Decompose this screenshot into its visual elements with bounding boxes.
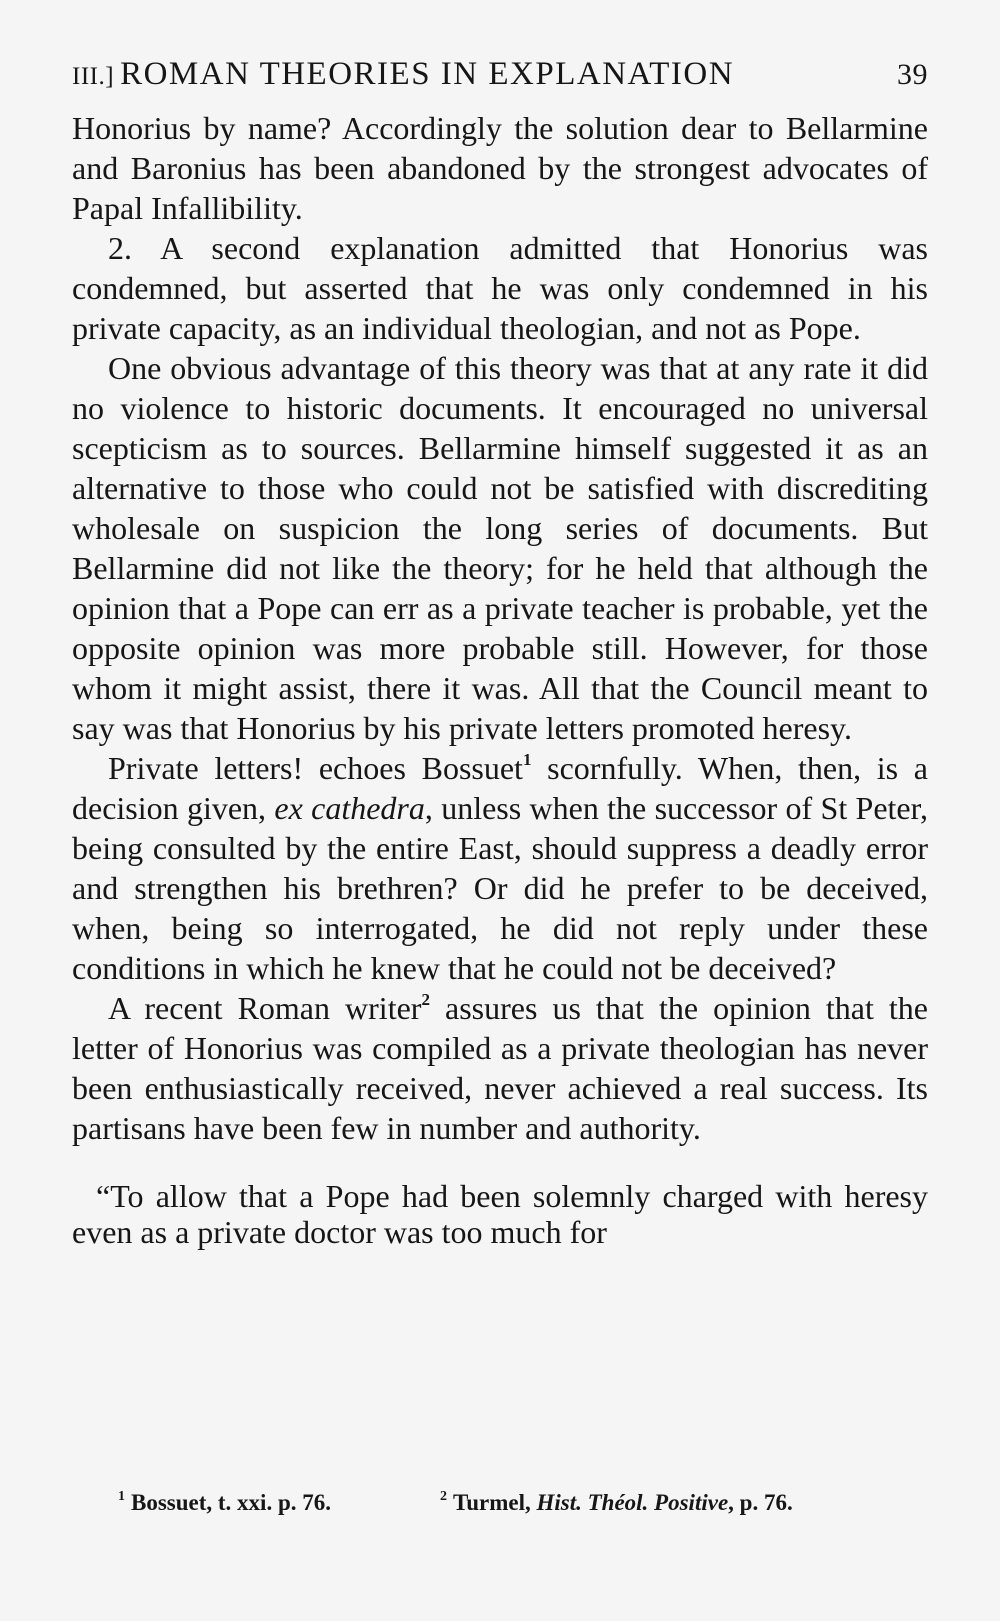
paragraph: Honorius by name? Accordingly the solution dear to Bellarmine and Baronius has been abandoned by the strongest advocates of Papal Infallibility. <box>72 110 928 226</box>
chapter-number: III.] <box>72 63 115 90</box>
paragraph-text: , unless when the successor of St Peter, being consulted by the entire East, should suppress a deadly error and strengthen his brethren? Or did he prefer to be deceived, when, being so interrogated, he did not reply under these conditions in which he knew that he could not be deceived? <box>72 790 929 986</box>
paragraph-text: Private letters! echoes Bossuet <box>108 750 523 786</box>
footnote-number: 2 <box>440 1489 447 1504</box>
paragraph-text: assures us that the opinion that the letter of Honorius was compiled as a private theologian has never been enthusiastically received, never achieved a real success. Its partisans have been few in number and authority. <box>72 990 929 1146</box>
paragraph <box>72 748 928 988</box>
footnote <box>118 1490 440 1516</box>
running-title: ROMAN THEORIES IN EXPLANATION <box>120 56 735 92</box>
paragraph: “To allow that a Pope had been solemnly charged with heresy even as a private doctor was too much for <box>72 1178 928 1250</box>
body-text <box>72 108 928 1250</box>
footnote-text: , p. 76. <box>728 1490 793 1515</box>
footnote-number: 1 <box>118 1489 125 1504</box>
footnote-title: Hist. Théol. Positive <box>536 1490 729 1515</box>
footnote-ref: 2 <box>421 990 430 1009</box>
book-page <box>72 56 929 1515</box>
footnote <box>440 1490 793 1516</box>
page-number: 39 <box>897 58 928 91</box>
paragraph: 2. A second explanation admitted that Honorius was condemned, but asserted that he was only condemned in his private capacity, as an individual theologian, and not as Pope. <box>72 230 928 346</box>
paragraph-text: scornfully. When, then, is a decision given, <box>72 750 929 826</box>
footnote-text: Turmel, <box>453 1490 537 1515</box>
footnotes <box>72 1490 928 1516</box>
italic-phrase: ex cathedra <box>274 790 425 826</box>
footnote-ref: 1 <box>522 750 532 769</box>
paragraph <box>72 988 928 1148</box>
running-header <box>72 56 928 108</box>
paragraph: One obvious advantage of this theory was that at any rate it did no violence to historic documents. It encouraged no universal scepticism as to sources. Bellarmine himself suggested it as an alternative to those who could not be satisfied with discrediting wholesale on suspicion the long series of documents. But Bellarmine did not like the theory; for he held that although the opinion that a Pope can err as a private teacher is probable, yet the opposite opinion was more probable still. However, for those whom it might assist, there it was. All that the Council meant to say was that Honorius by his private letters promoted heresy. <box>72 350 928 746</box>
footnote-text: Bossuet, t. xxi. p. 76. <box>131 1490 331 1515</box>
paragraph-text: A recent Roman writer <box>108 990 422 1026</box>
